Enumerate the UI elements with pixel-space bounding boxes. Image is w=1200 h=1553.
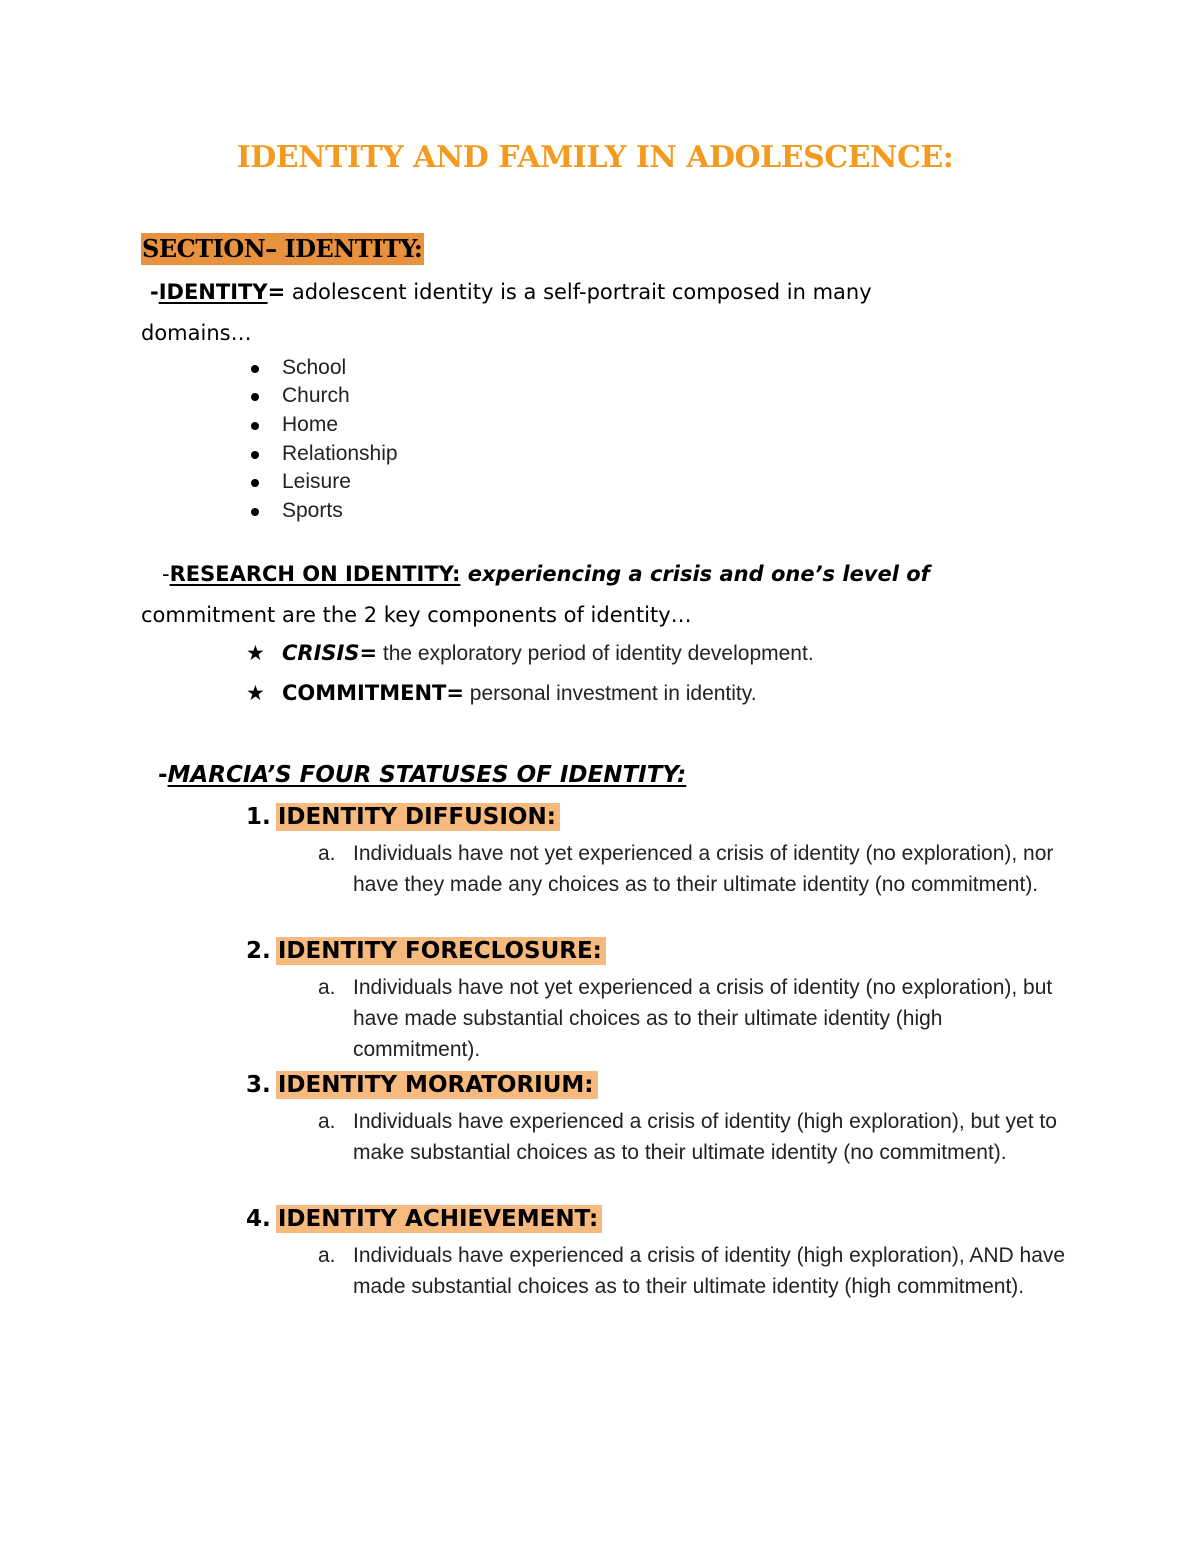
list-item: Leisure (282, 470, 351, 493)
research-text: experiencing a crisis and one’s level of (460, 562, 930, 586)
status-heading (246, 1072, 598, 1098)
crisis-item (282, 641, 814, 666)
crisis-term: CRISIS= (282, 641, 378, 665)
crisis-text: the exploratory period of identity development. (377, 642, 814, 665)
bullet-icon (251, 479, 259, 487)
status-description: Individuals have not yet experienced a crisis of identity (no exploration), nor have they made any choices as to their ultimate identity (no commitment). (353, 842, 1054, 896)
section-heading: SECTION– IDENTITY: (142, 234, 423, 263)
document-title: IDENTITY AND FAMILY IN ADOLESCENCE: (236, 140, 954, 175)
identity-equals: = (267, 280, 286, 304)
research-line1 (162, 562, 930, 586)
commitment-item (282, 681, 757, 706)
marcia-title: MARCIA’S FOUR STATUSES OF IDENTITY: (167, 762, 687, 788)
list-item: Home (282, 413, 339, 436)
status-number: 1. (246, 804, 271, 830)
status-number: 2. (246, 938, 271, 964)
status-heading (246, 804, 560, 830)
identity-definition-line2: domains… (141, 321, 252, 345)
status-title: IDENTITY DIFFUSION: (276, 803, 560, 831)
identity-definition-line1 (150, 280, 872, 304)
status-letter: a. (318, 976, 336, 999)
commitment-text: personal investment in identity. (463, 682, 757, 705)
status-letter: a. (318, 842, 336, 865)
list-item: Relationship (282, 442, 398, 465)
status-number: 3. (246, 1072, 271, 1098)
star-icon: ★ (246, 641, 265, 665)
status-heading (246, 1206, 602, 1232)
status-letter: a. (318, 1110, 336, 1133)
list-item: Sports (282, 499, 343, 522)
marcia-heading (158, 762, 686, 788)
research-term: RESEARCH ON IDENTITY: (169, 562, 461, 586)
research-line2: commitment are the 2 key components of identity… (141, 603, 692, 627)
list-item: School (282, 356, 347, 379)
status-description: Individuals have experienced a crisis of identity (high exploration), but yet to make substantial choices as to their ultimate identity (no commitment). (353, 1110, 1057, 1164)
status-title: IDENTITY ACHIEVEMENT: (276, 1205, 602, 1233)
status-title: IDENTITY FORECLOSURE: (276, 937, 606, 965)
bullet-icon (251, 451, 259, 459)
bullet-icon (251, 365, 259, 373)
status-heading (246, 938, 606, 964)
bullet-icon (251, 393, 259, 401)
commitment-term: COMMITMENT= (282, 681, 464, 705)
bullet-icon (251, 508, 259, 516)
bullet-icon (251, 422, 259, 430)
marcia-dash: - (158, 762, 168, 788)
identity-term: IDENTITY (158, 280, 268, 304)
star-icon: ★ (246, 681, 265, 705)
status-title: IDENTITY MORATORIUM: (276, 1071, 598, 1099)
list-item: Church (282, 384, 350, 407)
status-description: Individuals have experienced a crisis of identity (high exploration), AND have made substantial choices as to their ultimate identity (high commitment). (353, 1244, 1066, 1298)
identity-dash: - (150, 280, 159, 304)
status-description: Individuals have not yet experienced a crisis of identity (no exploration), but have made substantial choices as to their ultimate identity (high commitment). (353, 976, 1053, 1061)
research-dash: - (162, 562, 170, 586)
status-letter: a. (318, 1244, 336, 1267)
status-number: 4. (246, 1206, 271, 1232)
identity-text: adolescent identity is a self-portrait composed in many (285, 280, 872, 304)
